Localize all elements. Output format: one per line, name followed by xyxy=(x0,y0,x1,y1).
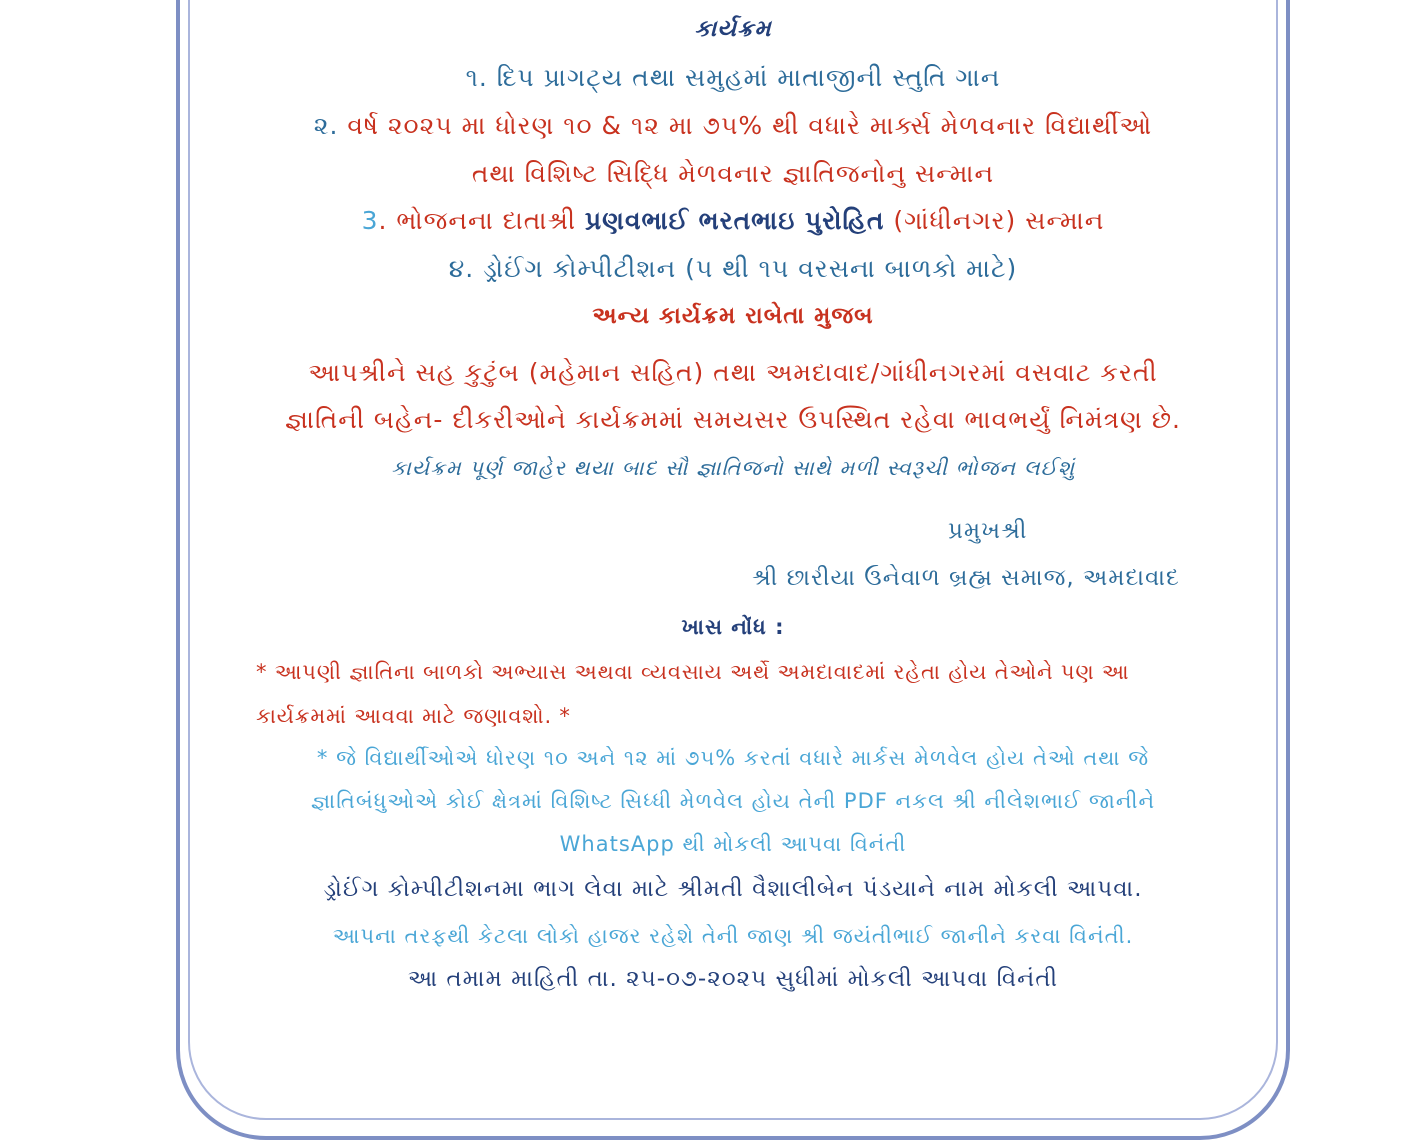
deadline-note: આ તમામ માહિતી તા. ૨૫-૦૭-૨૦૨૫ સુધીમાં મોકલી આપવા વિનંતી xyxy=(407,966,1059,992)
drawing-competition-note: ડ્રોઈંગ કોમ્પીટીશનમા ભાગ લેવા માટે શ્રીમતી વૈશાલીબેન પંડયાને નામ મોકલી આપવા. xyxy=(323,876,1143,902)
program-item-3 xyxy=(188,206,1278,236)
program-item-3-number: 3 xyxy=(361,206,379,235)
note-2-line-3: WhatsApp થી મોકલી આપવા વિનંતી xyxy=(559,832,907,856)
signature-organization: શ્રી છારીયા ઉનેવાળ બ્રહ્મ સમાજ, અમદાવાદ xyxy=(752,565,1180,591)
program-heading: કાર્યક્રમ xyxy=(694,16,772,42)
program-item-3-suffix: (ગાંધીનગર) સન્માન xyxy=(884,206,1105,235)
note-2-line-1: * જે વિદ્યાર્થીઓએ ધોરણ ૧૦ અને ૧૨ માં ૭૫% કરતાં વધારે માર્કસ મેળવેલ હોય તેઓ તથા જે xyxy=(316,746,1150,770)
donor-name: પ્રણવભાઈ ભરતભાઇ પુરોહિત xyxy=(584,206,885,235)
attendance-note: આપના તરફથી કેટલા લોકો હાજર રહેશે તેની જાણ શ્રી જયંતીભાઈ જાનીને કરવા વિનંતી. xyxy=(332,924,1134,948)
program-item-2-line-1 xyxy=(188,111,1278,141)
program-item-2-text: વર્ષ ૨૦૨૫ મા ધોરણ ૧૦ & ૧૨ મા ૭૫% થી વધારે માર્ક્સ મેળવનાર વિદ્યાર્થીઓ xyxy=(338,111,1153,140)
invitation-line-2: જ્ઞાતિની બહેન- દીકરીઓને કાર્યક્રમમાં સમયસર ઉપસ્થિત રહેવા ભાવભર્યું નિમંત્રણ છે. xyxy=(284,405,1182,434)
program-item-1: ૧. દિપ પ્રાગટ્ય તથા સમુહમાં માતાજીની સ્તુતિ ગાન xyxy=(465,63,1001,92)
program-item-3-prefix: . ભોજનના દાતાશ્રી xyxy=(378,206,585,235)
program-item-4: ૪. ડ્રોઈંગ કોમ્પીટીશન (૫ થી ૧૫ વરસના બાળકો માટે) xyxy=(448,254,1018,283)
program-item-2-number: ૨. xyxy=(313,111,339,140)
note-1-line-1: * આપણી જ્ઞાતિના બાળકો અભ્યાસ અથવા વ્યવસાય અર્થે અમદાવાદમાં રહેતા હોય તેઓને પણ આ xyxy=(256,660,1130,684)
program-item-2-line-2: તથા વિશિષ્ટ સિદ્ધિ મેળવનાર જ્ઞાતિજનોનુ સન્માન xyxy=(471,159,995,188)
meal-note: કાર્યક્રમ પૂર્ણ જાહેર થયા બાદ સૌ જ્ઞાતિજનો સાથે મળી સ્વરૂચી ભોજન લઈશું xyxy=(390,456,1076,480)
special-note-heading: ખાસ નોંધ : xyxy=(681,615,785,639)
other-program: અન્ય કાર્યક્રમ રાબેતા મુજબ xyxy=(592,303,874,329)
signature-title: પ્રમુખશ્રી xyxy=(948,518,1028,544)
note-1-line-2: કાર્યક્રમમાં આવવા માટે જણાવશો. * xyxy=(256,704,571,728)
note-2-line-2: જ્ઞાતિબંધુઓએ કોઈ ક્ષેત્રમાં વિશિષ્ટ સિધ્ધી મેળવેલ હોય તેની PDF નકલ શ્રી નીલેશભાઈ જાનીને xyxy=(310,789,1156,813)
invitation-line-1: આપશ્રીને સહ કુટુંબ (મહેમાન સહિત) તથા અમદાવાદ/ગાંધીનગરમાં વસવાટ કરતી xyxy=(308,358,1158,387)
